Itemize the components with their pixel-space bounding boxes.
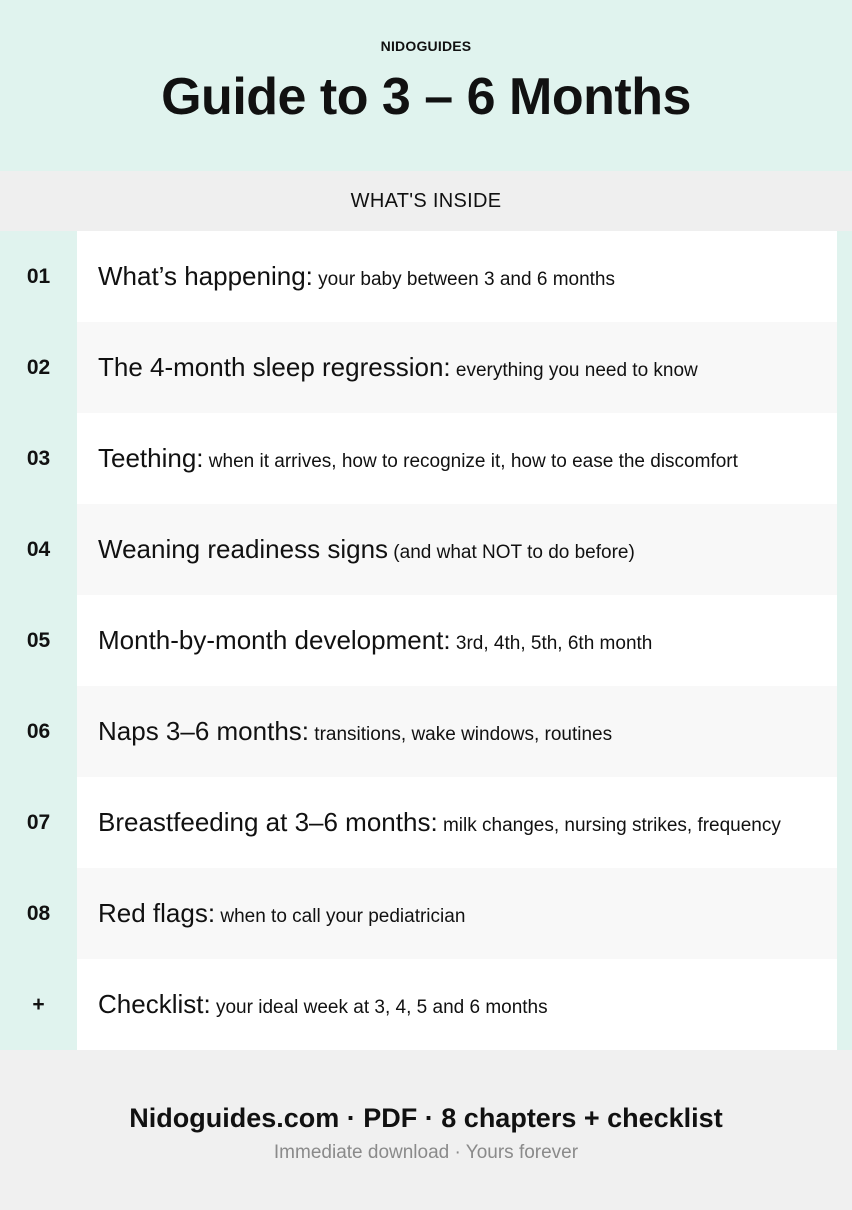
chapter-number: 01 [26,265,51,288]
chapter-content [77,595,837,686]
chapter-content [77,231,837,322]
chapter-row [0,686,852,777]
chapter-row [0,322,852,413]
chapter-heading: Red flags: [98,898,216,928]
chapter-row [0,413,852,504]
chapter-detail: milk changes, nursing strikes, frequency [437,815,781,836]
chapter-heading: Month-by-month development: [98,625,451,655]
table-of-contents [0,231,852,1050]
checklist-heading: Checklist: [98,989,211,1019]
chapter-detail: when it arrives, how to recognize it, how to ease the discomfort [203,451,738,472]
checklist-row [0,959,852,1050]
chapter-detail: 3rd, 4th, 5th, 6th month [450,633,653,654]
header [0,0,852,171]
chapter-number: 02 [26,356,51,379]
checklist-content [77,959,837,1050]
chapter-detail: transitions, wake windows, routines [309,724,613,745]
chapter-number: 04 [26,538,51,561]
footer [0,1050,852,1210]
chapter-number: 03 [26,447,51,470]
brand-name: NIDOGUIDES [380,38,472,54]
chapter-row [0,595,852,686]
chapter-content [77,322,837,413]
chapter-content [77,868,837,959]
chapter-row [0,868,852,959]
checklist-marker: + [32,993,45,1016]
chapter-content [77,413,837,504]
chapter-heading: Weaning readiness signs [98,534,389,564]
checklist-detail: your ideal week at 3, 4, 5 and 6 months [210,997,548,1018]
chapter-detail: (and what NOT to do before) [388,542,635,563]
chapter-heading: Naps 3–6 months: [98,716,310,746]
chapter-row [0,504,852,595]
chapter-detail: when to call your pediatrician [215,906,466,927]
footer-tagline: Immediate download · Yours forever [273,1142,579,1163]
chapter-number: 06 [26,720,51,743]
chapter-heading: The 4-month sleep regression: [98,352,451,382]
chapter-number: 08 [26,902,51,925]
chapter-content [77,504,837,595]
chapter-detail: everything you need to know [450,360,698,381]
chapter-heading: What’s happening: [98,261,313,291]
chapter-number: 07 [26,811,51,834]
chapter-row [0,231,852,322]
chapter-number: 05 [26,629,51,652]
chapter-detail: your baby between 3 and 6 months [312,269,615,290]
page-title: Guide to 3 – 6 Months [161,68,691,126]
footer-summary: Nidoguides.com · PDF · 8 chapters + checklist [129,1103,723,1133]
whats-inside-label: WHAT'S INSIDE [0,171,852,231]
chapter-content [77,777,837,868]
chapter-content [77,686,837,777]
chapter-heading: Teething: [98,443,204,473]
chapter-row [0,777,852,868]
chapter-heading: Breastfeeding at 3–6 months: [98,807,438,837]
